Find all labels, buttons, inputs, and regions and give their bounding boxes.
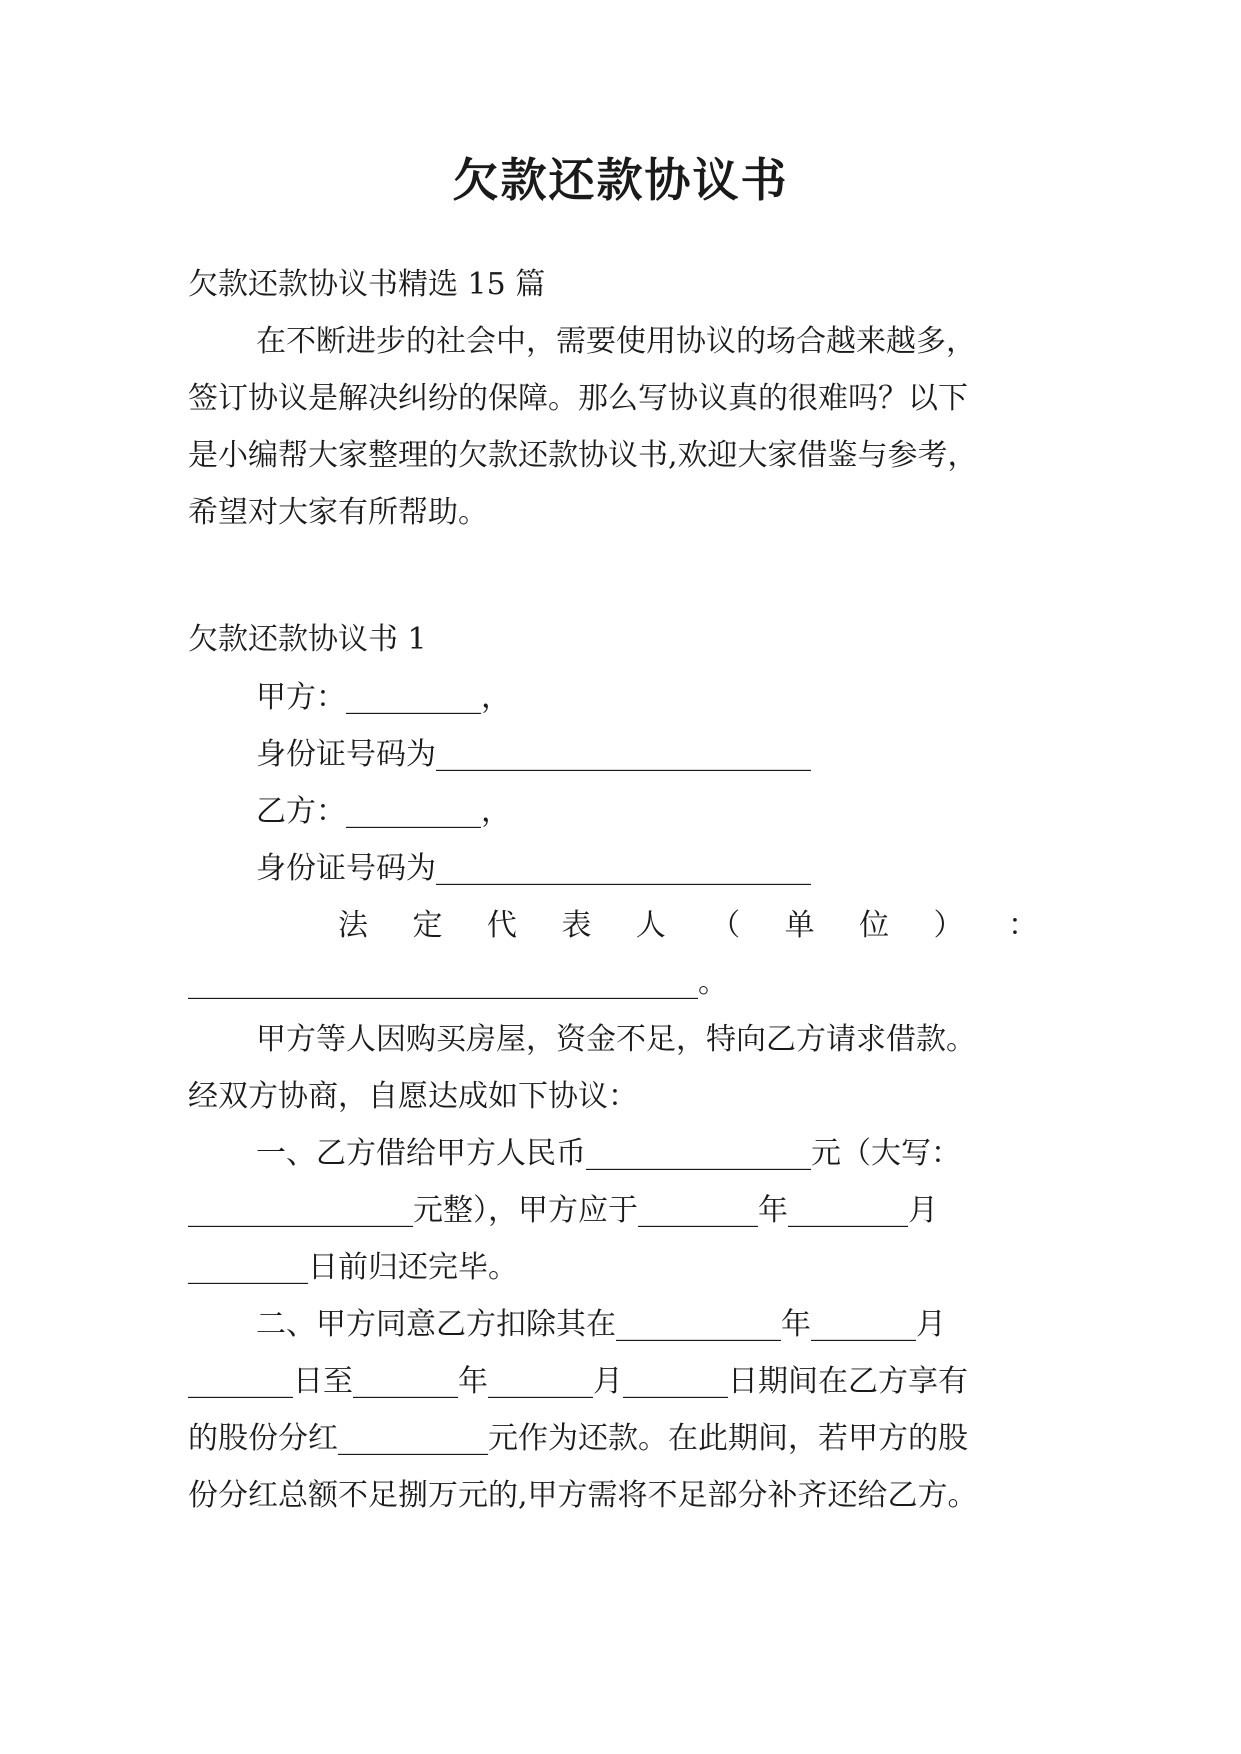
legal-rep-char: （ xyxy=(710,908,741,943)
clause1-line-1: 一、乙方借给甲方人民币_______________元（大写： xyxy=(256,1136,961,1171)
para1-line-2: 经双方协商，自愿达成如下协议： xyxy=(188,1079,638,1114)
section-heading: 欠款还款协议书 1 xyxy=(188,622,427,657)
intro-line-1: 在不断进步的社会中，需要使用协议的场合越来越多， xyxy=(256,324,976,359)
intro-line-4: 希望对大家有所帮助。 xyxy=(188,495,488,530)
legal-rep-char: 法 xyxy=(338,908,368,943)
party-a-id-line: 身份证号码为_________________________ xyxy=(256,737,811,772)
clause2-line-1: 二、甲方同意乙方扣除其在___________年_______月 xyxy=(256,1307,946,1342)
clause1-line-2: _______________元整），甲方应于________年________月 xyxy=(188,1193,938,1228)
legal-rep-char: 单 xyxy=(784,908,815,943)
legal-rep-char: 代 xyxy=(486,908,517,943)
legal-rep-char: 位 xyxy=(859,908,890,943)
party-a-line: 甲方：_________， xyxy=(256,680,511,715)
subtitle: 欠款还款协议书精选 15 篇 xyxy=(188,267,546,302)
clause2-line-3: 的股份分红__________元作为还款。在此期间，若甲方的股 xyxy=(188,1421,968,1456)
legal-rep-char: 定 xyxy=(412,908,443,943)
document-title: 欠款还款协议书 xyxy=(452,153,789,207)
intro-line-2: 签订协议是解决纠纷的保障。那么写协议真的很难吗？以下 xyxy=(188,381,968,416)
legal-rep-char: 表 xyxy=(561,908,592,943)
intro-line-3: 是小编帮大家整理的欠款还款协议书,欢迎大家借鉴与参考， xyxy=(188,438,978,473)
party-b-id-line: 身份证号码为_________________________ xyxy=(256,851,811,886)
legal-representative-blank: __________________________________。 xyxy=(188,965,728,1000)
clause2-line-2: _______日至_______年_______月_______日期间在乙方享有 xyxy=(188,1364,968,1399)
legal-representative-label xyxy=(338,906,1038,946)
party-b-line: 乙方：_________， xyxy=(256,794,511,829)
legal-rep-char: ） xyxy=(933,908,964,943)
clause2-line-4: 份分红总额不足捌万元的,甲方需将不足部分补齐还给乙方。 xyxy=(188,1478,978,1513)
legal-rep-char: ： xyxy=(1007,908,1038,943)
clause1-line-3: ________日前归还完毕。 xyxy=(188,1250,518,1285)
para1-line-1: 甲方等人因购买房屋，资金不足，特向乙方请求借款。 xyxy=(256,1022,976,1057)
legal-rep-char: 人 xyxy=(635,908,666,943)
